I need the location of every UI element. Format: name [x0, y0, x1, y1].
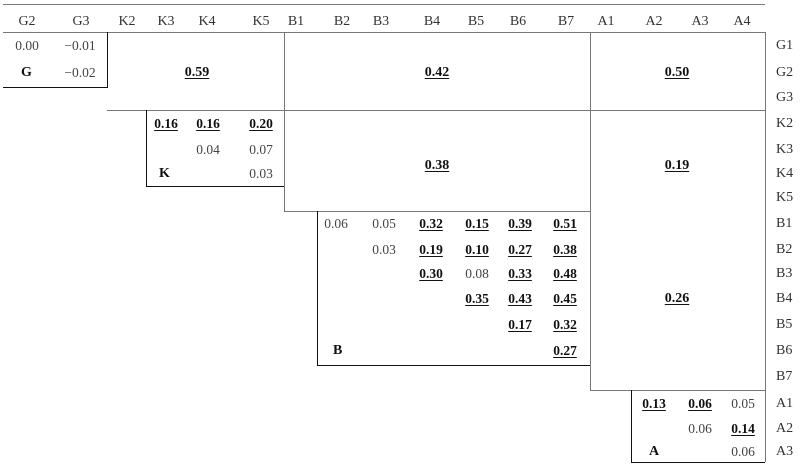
within-b-cell: 0.03	[372, 242, 396, 257]
within-k-cell: 0.16	[196, 116, 220, 131]
within-k-cell: 0.20	[249, 116, 273, 131]
between-k-b: 0.38	[424, 158, 450, 173]
within-k-cell: 0.07	[249, 142, 273, 157]
column-header: G2	[18, 14, 36, 29]
column-header: K2	[118, 14, 136, 29]
within-a-cell: 0.13	[642, 396, 666, 411]
row-header: K3	[776, 142, 794, 157]
within-b-cell: 0.08	[465, 266, 489, 281]
group-g-border	[3, 87, 107, 88]
between-g-b: 0.42	[424, 65, 450, 80]
within-b-cell: 0.51	[553, 216, 577, 231]
within-b-cell: 0.30	[419, 266, 443, 281]
group-k-label: K	[159, 166, 170, 181]
within-a-cell: 0.05	[731, 396, 755, 411]
within-a-cell: 0.06	[731, 444, 755, 459]
group-b-border	[317, 365, 590, 366]
between-b-a: 0.26	[664, 291, 690, 306]
row-header: A3	[776, 444, 794, 459]
block-rule	[590, 390, 765, 391]
group-k-border	[146, 186, 284, 187]
column-header: B4	[423, 14, 441, 29]
row-header: K5	[776, 190, 794, 205]
block-rule	[107, 110, 765, 111]
within-b-cell: 0.05	[372, 216, 396, 231]
column-header: K3	[157, 14, 175, 29]
column-header: B2	[333, 14, 351, 29]
column-header: K4	[198, 14, 216, 29]
block-rule	[284, 211, 590, 212]
within-b-cell: 0.17	[508, 317, 532, 332]
within-b-cell: 0.48	[553, 266, 577, 281]
within-b-cell: 0.06	[324, 216, 348, 231]
row-header: G2	[776, 65, 794, 80]
within-b-cell: 0.45	[553, 291, 577, 306]
within-b-cell: 0.27	[508, 242, 532, 257]
group-g-border	[107, 32, 108, 88]
column-header: A2	[645, 14, 663, 29]
between-k-a: 0.19	[664, 158, 690, 173]
between-g-k: 0.59	[184, 65, 210, 80]
within-b-cell: 0.39	[508, 216, 532, 231]
row-header: B7	[776, 369, 793, 384]
between-g-a: 0.50	[664, 65, 690, 80]
block-rule	[284, 32, 285, 212]
within-b-cell: 0.15	[465, 216, 489, 231]
group-a-border	[631, 462, 765, 463]
row-header: B2	[776, 242, 793, 257]
row-header: G1	[776, 38, 794, 53]
block-rule	[590, 32, 591, 390]
column-header: A4	[733, 14, 751, 29]
within-k-cell: 0.04	[196, 142, 220, 157]
within-g-cell: −0.01	[64, 38, 96, 53]
column-header: A3	[691, 14, 709, 29]
column-header: B6	[509, 14, 527, 29]
row-header: B4	[776, 291, 793, 306]
within-b-cell: 0.38	[553, 242, 577, 257]
group-b-border	[317, 211, 318, 365]
within-g-cell: −0.02	[64, 65, 96, 80]
row-header: B5	[776, 317, 793, 332]
within-b-cell: 0.33	[508, 266, 532, 281]
column-header: B1	[287, 14, 305, 29]
column-header: B3	[372, 14, 390, 29]
within-a-cell: 0.06	[688, 421, 712, 436]
within-k-cell: 0.16	[154, 116, 178, 131]
top-rule	[3, 4, 765, 5]
within-b-cell: 0.10	[465, 242, 489, 257]
within-b-cell: 0.43	[508, 291, 532, 306]
column-header: B7	[557, 14, 575, 29]
column-header: A1	[597, 14, 615, 29]
row-header: B6	[776, 343, 793, 358]
row-header: B1	[776, 216, 793, 231]
within-g-cell: 0.00	[15, 38, 39, 53]
row-header: A1	[776, 396, 794, 411]
header-rule	[3, 32, 765, 33]
column-header: B5	[467, 14, 485, 29]
within-b-cell: 0.19	[419, 242, 443, 257]
right-rule	[765, 32, 766, 462]
within-b-cell: 0.32	[553, 317, 577, 332]
within-b-cell: 0.32	[419, 216, 443, 231]
row-header: B3	[776, 266, 793, 281]
group-a-label: A	[649, 444, 660, 459]
within-a-cell: 0.14	[731, 421, 755, 436]
column-header: K5	[252, 14, 270, 29]
group-g-label: G	[21, 65, 32, 80]
within-b-cell: 0.27	[553, 343, 577, 358]
within-b-cell: 0.35	[465, 291, 489, 306]
row-header: K2	[776, 116, 794, 131]
row-header: A2	[776, 421, 794, 436]
group-b-label: B	[333, 343, 343, 358]
row-header: G3	[776, 90, 794, 105]
row-header: K4	[776, 166, 794, 181]
within-a-cell: 0.06	[688, 396, 712, 411]
within-k-cell: 0.03	[249, 166, 273, 181]
column-header: G3	[72, 14, 90, 29]
